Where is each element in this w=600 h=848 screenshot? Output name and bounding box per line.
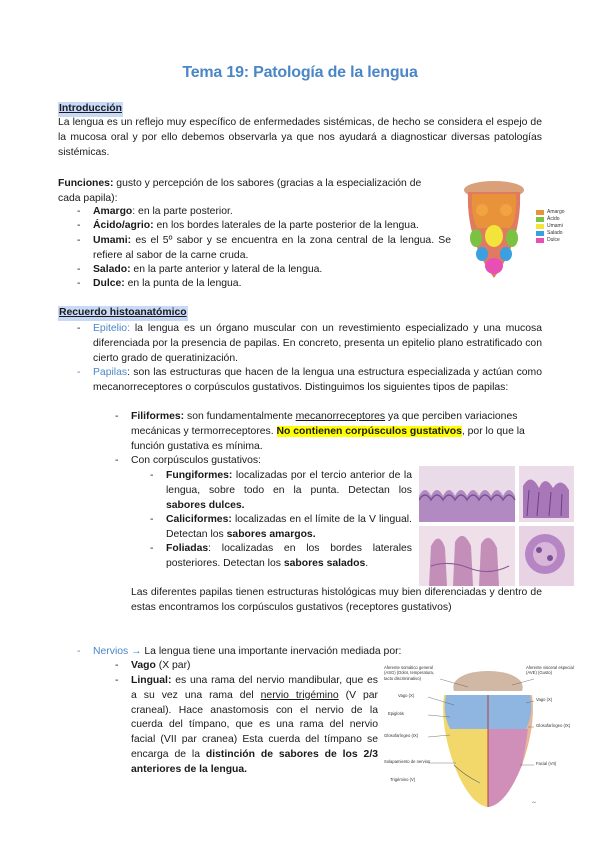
- fungiformes-item: Fungiformes: localizadas por el tercio anterior de la lengua, sobre todo en la punta. Detectan los sabores dulces.: [166, 470, 412, 511]
- list-item: Umami: es el 5º sabor y se encuentra en la zona central de la lengua. Se refiere al sabor de la carne cruda.: [93, 235, 451, 261]
- list-dash: -: [115, 675, 119, 686]
- fig-label: Trigémino (V): [390, 777, 416, 782]
- legend-item: Ácido: [536, 216, 578, 223]
- legend-item: Amargo: [536, 209, 578, 216]
- fig-label: Aferente somático general (ASG) (Dolor, temperatura, tacto discriminativo): [384, 665, 435, 681]
- fig-label: Glosofaríngeo (IX): [536, 723, 571, 728]
- legend-item: Dulce: [536, 237, 578, 244]
- list-item: Salado: en la parte anterior y lateral de la lengua.: [93, 264, 323, 275]
- list-item: Ácido/agrio: en los bordes laterales de la parte posterior de la lengua.: [93, 220, 419, 231]
- tongue-innervation-illustration: [384, 665, 580, 813]
- list-dash: -: [77, 278, 81, 289]
- papillae-histology-images: [419, 466, 574, 586]
- fig-label: Vago (X): [536, 697, 553, 702]
- fig-label: Aferente visceral especial (AVE) (Gusto): [526, 665, 574, 676]
- list-dash: -: [115, 455, 119, 466]
- list-dash: -: [77, 646, 81, 657]
- histology-figure: [419, 466, 574, 586]
- filiformes-item: Filiformes: son fundamentalmente mecanorreceptores ya que perciben variaciones mecánicas y termorreceptores. No contienen corpúsculos gustativos, por lo que la función gustativa es mínima.: [131, 411, 525, 452]
- taste-map-figure: [458, 180, 578, 280]
- fig-label: Solapamiento de nervios: [384, 759, 431, 764]
- list-dash: -: [150, 470, 154, 481]
- fig-label: Glosofaríngeo (IX): [384, 733, 419, 738]
- list-dash: -: [115, 660, 119, 671]
- foliadas-item: Foliadas: localizadas en los bordes laterales posteriores. Detectan los sabores salados.: [166, 543, 412, 569]
- list-dash: -: [77, 264, 81, 275]
- fig-label: Facial (VII): [536, 761, 557, 766]
- list-dash: -: [150, 543, 154, 554]
- list-dash: -: [77, 367, 81, 378]
- signature-mark: ~: [532, 799, 536, 807]
- list-item: Dulce: en la punta de la lengua.: [93, 278, 242, 289]
- caliciformes-item: Caliciformes: localizadas en el límite de la V lingual. Detectan los sabores amargos.: [166, 514, 412, 540]
- funciones-paragraph: [58, 177, 422, 207]
- papilas-closing-text: Las diferentes papilas tienen estructuras histológicas muy bien diferenciadas y dentro de estas encontramos los corpúsculos gustativos (receptores gustativos): [131, 587, 542, 613]
- innervation-figure: [384, 665, 580, 813]
- list-item: Amargo: en la parte posterior.: [93, 206, 233, 217]
- funciones-label: Funciones:: [58, 178, 114, 189]
- list-dash: -: [150, 514, 154, 525]
- nervios-item: Nervios → La lengua tiene una importante inervación mediada por:: [93, 646, 402, 657]
- lingual-item: Lingual: es una rama del nervio mandibular, que es a su vez una rama del nervio trigémino (V par craneal). Hace anastomosis con el nervio de la cuerda del tímpano, que es una rama del nervio facial (VII par cranea) Esta cuerda del tímpano se encarga de la distinción de sabores de los 2/3 anteriores de la lengua.: [131, 675, 379, 775]
- epitelio-item: Epitelio: la lengua es un órgano muscular con un revestimiento especializado y una mucosa diferenciada por la presencia de papilas. En concreto, presenta un epitelio plano estratificado con cierto grado de queratinización.: [93, 323, 542, 364]
- vago-item: Vago (X par): [131, 660, 191, 671]
- list-dash: -: [77, 206, 81, 217]
- intro-heading: Introducción: [58, 102, 123, 117]
- list-dash: -: [77, 220, 81, 231]
- list-dash: -: [77, 323, 81, 334]
- list-dash: -: [77, 235, 81, 246]
- fig-label: Epiglotis: [388, 711, 404, 716]
- con-corpusculos-item: Con corpúsculos gustativos:: [131, 455, 261, 466]
- fig-label: Vago (X): [398, 693, 415, 698]
- histo-heading: Recuerdo histoanatómico: [58, 306, 188, 321]
- taste-legend: [536, 209, 578, 244]
- papilas-item: Papilas: son las estructuras que hacen de la lengua una estructura especializada y actúan como mecanorreceptores o corpúsculos gustativos. Distinguimos los siguientes tipos de papilas:: [93, 367, 542, 393]
- funciones-text: gusto y percepción de los sabores (gracias a la especialización de cada papila):: [58, 178, 422, 204]
- legend-item: Salado: [536, 230, 578, 237]
- list-dash: -: [115, 411, 119, 422]
- page-title: Tema 19: Patología de la lengua: [182, 64, 418, 81]
- legend-item: Umami: [536, 223, 578, 230]
- intro-paragraph: La lengua es un reflejo muy específico de enfermedades sistémicas, de hecho se considera el espejo de la mucosa oral y por ello debemos observarla ya que nos ayudará a diagnosticar diversas patologías sistémicas.: [58, 117, 542, 158]
